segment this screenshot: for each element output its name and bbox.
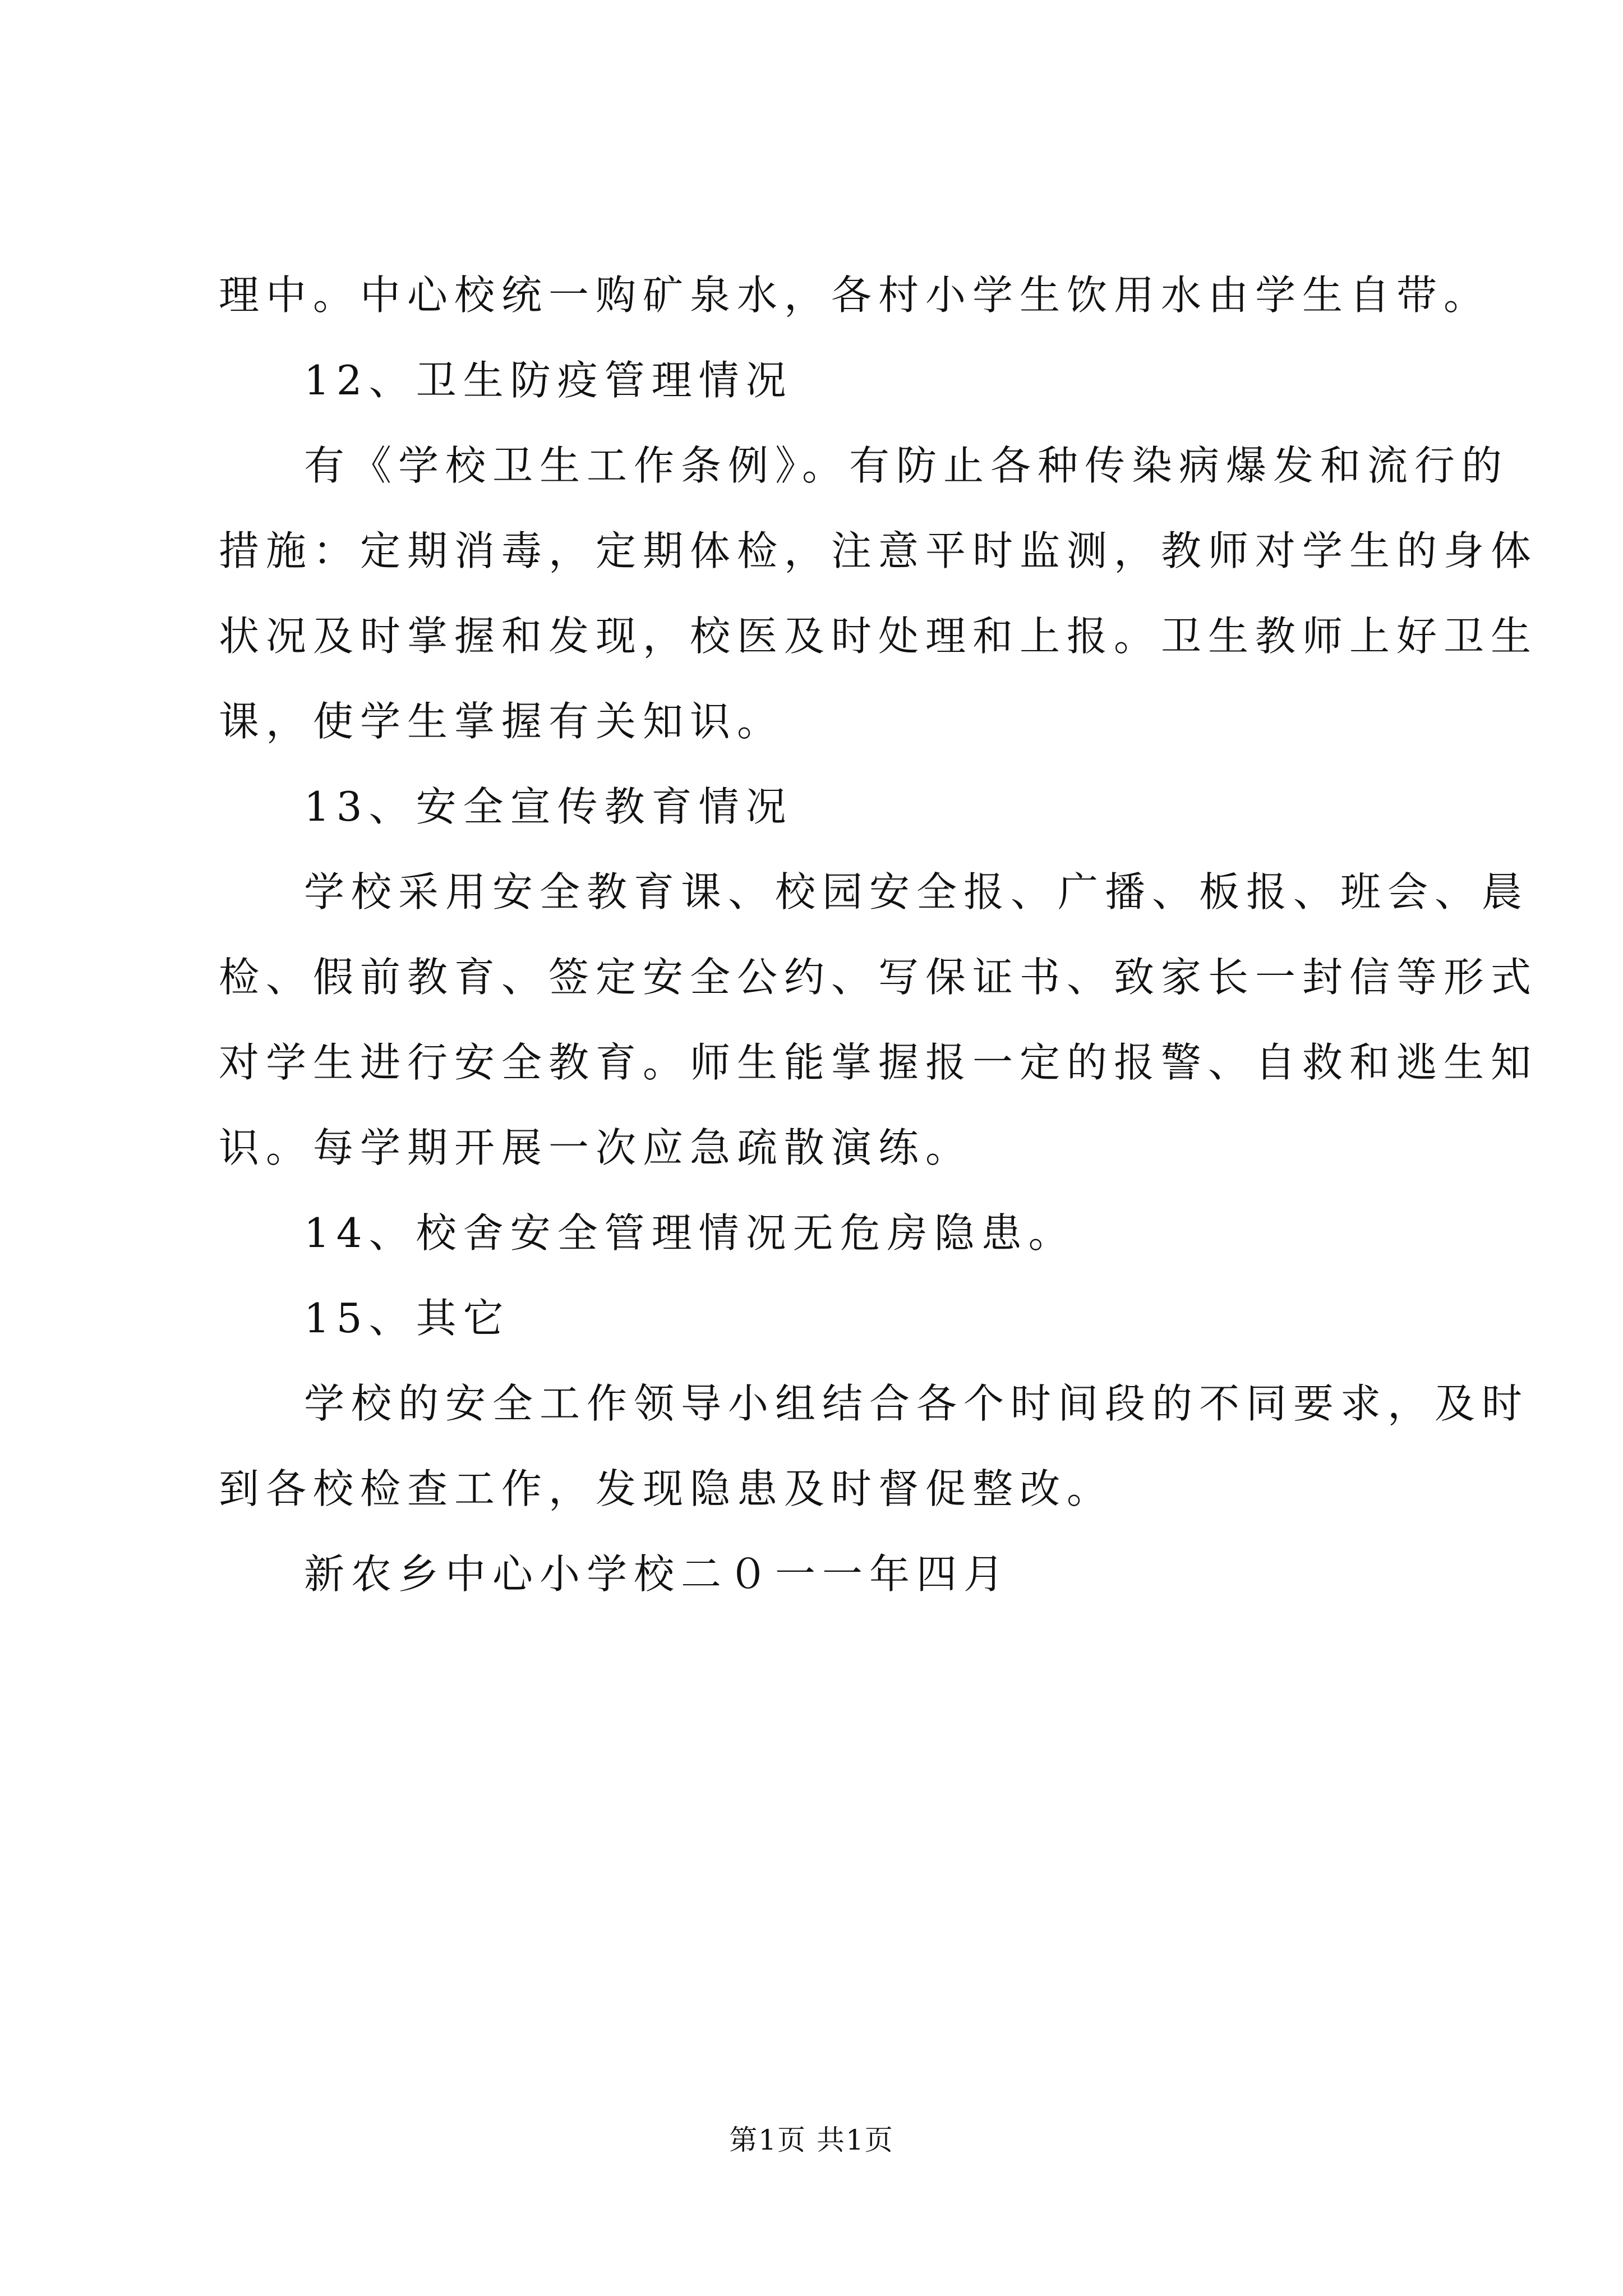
section-heading-15: 15、其它 — [304, 1295, 510, 1342]
body-text-line: 理中。中心校统一购矿泉水，各村小学生饮用水由学生自带。 — [219, 272, 1491, 319]
signature-line: 新农乡中心小学校二０一一年四月 — [304, 1550, 1011, 1598]
body-text-line: 学校采用安全教育课、校园安全报、广播、板报、班会、晨 — [304, 868, 1529, 915]
body-text-line: 检、假前教育、签定安全公约、写保证书、致家长一封信等形式 — [219, 954, 1538, 1001]
section-heading-12: 12、卫生防疫管理情况 — [304, 357, 793, 404]
body-text-line: 对学生进行安全教育。师生能掌握报一定的报警、自救和逃生知 — [219, 1039, 1538, 1086]
body-text-line: 措施：定期消毒，定期体检，注意平时监测，教师对学生的身体 — [219, 527, 1538, 574]
body-text-line: 有《学校卫生工作条例》。有防止各种传染病爆发和流行的 — [304, 442, 1509, 489]
section-heading-13: 13、安全宣传教育情况 — [304, 783, 793, 830]
body-text-line: 课，使学生掌握有关知识。 — [219, 698, 785, 745]
body-text-line: 到各校检查工作，发现隐患及时督促整改。 — [219, 1465, 1114, 1512]
page-number-footer: 第1页 共1页 — [729, 2124, 894, 2156]
document-body — [219, 252, 1538, 1617]
body-text-line: 状况及时掌握和发现，校医及时处理和上报。卫生教师上好卫生 — [219, 613, 1538, 660]
section-heading-14: 14、校舍安全管理情况无危房隐患。 — [304, 1209, 1076, 1257]
body-text-line: 学校的安全工作领导小组结合各个时间段的不同要求，及时 — [304, 1380, 1529, 1427]
body-text-line: 识。每学期开展一次应急疏散演练。 — [219, 1124, 973, 1171]
